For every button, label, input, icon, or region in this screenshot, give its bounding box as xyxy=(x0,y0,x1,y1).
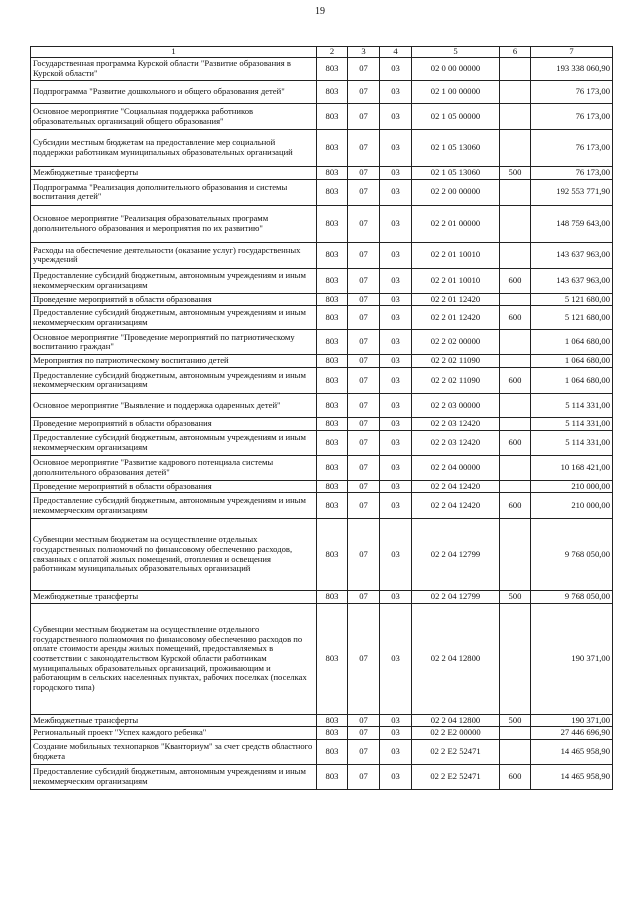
table-cell: 14 465 958,90 xyxy=(531,740,613,765)
table-cell: Предоставление субсидий бюджетным, автономным учреждениям и иным некоммерческим организациям xyxy=(31,367,317,393)
table-cell: Проведение мероприятий в области образования xyxy=(31,293,317,306)
table-cell: 9 768 050,00 xyxy=(531,591,613,604)
table-cell: 02 2 03 00000 xyxy=(412,393,500,417)
table-cell: 03 xyxy=(380,765,412,790)
table-cell: 03 xyxy=(380,519,412,591)
table-cell: 803 xyxy=(317,130,348,167)
table-cell: 07 xyxy=(348,242,380,268)
table-cell: 803 xyxy=(317,765,348,790)
table-cell: Межбюджетные трансферты xyxy=(31,167,317,180)
table-cell xyxy=(500,330,531,355)
table-cell: 803 xyxy=(317,104,348,130)
table-cell: 803 xyxy=(317,167,348,180)
table-cell: Субвенции местным бюджетам на осуществление отдельных государственных полномочий по финансовому обеспечению расходов, связанных с оплатой жилых помещений, отопления и освещения работникам муниципальных образовательных организаций xyxy=(31,519,317,591)
table-cell: Межбюджетные трансферты xyxy=(31,591,317,604)
table-cell xyxy=(500,393,531,417)
table-cell: 192 553 771,90 xyxy=(531,179,613,205)
table-cell: 07 xyxy=(348,58,380,81)
table-cell: 02 2 02 11090 xyxy=(412,355,500,368)
table-cell: 03 xyxy=(380,330,412,355)
table-cell: 803 xyxy=(317,430,348,455)
table-cell: 03 xyxy=(380,130,412,167)
column-header: 4 xyxy=(380,47,412,58)
table-row xyxy=(31,81,613,104)
table-cell xyxy=(500,81,531,104)
table-cell: 03 xyxy=(380,493,412,519)
table-cell: Основное мероприятие "Развитие кадрового потенциала системы дополнительного образования детей" xyxy=(31,455,317,480)
table-cell: 02 2 04 00000 xyxy=(412,455,500,480)
table-cell: Основное мероприятие "Проведение мероприятий по патриотическому воспитанию граждан" xyxy=(31,330,317,355)
table-cell: 500 xyxy=(500,714,531,727)
table-cell: 803 xyxy=(317,179,348,205)
table-cell xyxy=(500,58,531,81)
table-cell: 07 xyxy=(348,293,380,306)
table-cell: 803 xyxy=(317,205,348,242)
table-cell: 03 xyxy=(380,727,412,740)
table-cell: 76 173,00 xyxy=(531,130,613,167)
table-cell: 03 xyxy=(380,393,412,417)
table-cell: 600 xyxy=(500,493,531,519)
table-cell: 803 xyxy=(317,367,348,393)
table-cell: 5 114 331,00 xyxy=(531,430,613,455)
table-cell xyxy=(500,727,531,740)
table-cell: 07 xyxy=(348,765,380,790)
table-cell xyxy=(500,417,531,430)
table-cell: 02 2 01 12420 xyxy=(412,306,500,330)
table-cell: 07 xyxy=(348,205,380,242)
table-row xyxy=(31,417,613,430)
table-cell: 07 xyxy=(348,367,380,393)
table-cell: 1 064 680,00 xyxy=(531,355,613,368)
table-cell: 07 xyxy=(348,417,380,430)
table-cell: 600 xyxy=(500,765,531,790)
table-cell: 07 xyxy=(348,268,380,293)
table-cell: 07 xyxy=(348,519,380,591)
table-cell: 02 2 03 12420 xyxy=(412,417,500,430)
table-cell: 03 xyxy=(380,104,412,130)
table-cell: 02 2 01 10010 xyxy=(412,242,500,268)
table-cell: 02 1 00 00000 xyxy=(412,81,500,104)
table-cell: 27 446 696,90 xyxy=(531,727,613,740)
table-cell: Межбюджетные трансферты xyxy=(31,714,317,727)
table-cell: 14 465 958,90 xyxy=(531,765,613,790)
table-cell: Субвенции местным бюджетам на осуществление отдельного государственного полномочия по финансовому обеспечению расходов по оплате стоимости аренды жилых помещений, предоставляемых в соответствии с законодательством Курской области работникам муниципальных образовательных организаций, проживающим и работающим в сельских населенных пунктах, рабочих поселках (поселках городского типа) xyxy=(31,603,317,714)
header-row xyxy=(31,47,613,58)
table-cell: 803 xyxy=(317,242,348,268)
table-cell: 02 1 05 13060 xyxy=(412,130,500,167)
table-cell: 02 2 04 12799 xyxy=(412,591,500,604)
table-cell: Предоставление субсидий бюджетным, автономным учреждениям и иным некоммерческим организациям xyxy=(31,765,317,790)
table-cell: 5 114 331,00 xyxy=(531,393,613,417)
table-cell: 02 2 04 12420 xyxy=(412,493,500,519)
table-cell: 803 xyxy=(317,306,348,330)
table-cell: Государственная программа Курской области "Развитие образования в Курской области" xyxy=(31,58,317,81)
table-cell: 148 759 643,00 xyxy=(531,205,613,242)
page-number: 19 xyxy=(315,6,325,17)
table-cell: 5 121 680,00 xyxy=(531,306,613,330)
table-cell: 07 xyxy=(348,603,380,714)
table-cell: 07 xyxy=(348,740,380,765)
table-row xyxy=(31,519,613,591)
table-cell: Проведение мероприятий в области образования xyxy=(31,417,317,430)
table-cell: 03 xyxy=(380,480,412,493)
column-header: 7 xyxy=(531,47,613,58)
table-cell: Предоставление субсидий бюджетным, автономным учреждениям и иным некоммерческим организациям xyxy=(31,306,317,330)
table-cell: 07 xyxy=(348,179,380,205)
table-cell: 02 2 E2 52471 xyxy=(412,765,500,790)
table-cell: 02 2 E2 52471 xyxy=(412,740,500,765)
table-cell: Проведение мероприятий в области образования xyxy=(31,480,317,493)
table-cell: 803 xyxy=(317,603,348,714)
table-cell: 07 xyxy=(348,493,380,519)
table-cell: 02 2 02 00000 xyxy=(412,330,500,355)
table-cell: 190 371,00 xyxy=(531,714,613,727)
table-cell: 600 xyxy=(500,306,531,330)
table-cell: 803 xyxy=(317,293,348,306)
table-cell: 1 064 680,00 xyxy=(531,367,613,393)
table-row xyxy=(31,603,613,714)
table-cell: 803 xyxy=(317,81,348,104)
table-cell: 07 xyxy=(348,167,380,180)
table-cell: 10 168 421,00 xyxy=(531,455,613,480)
table-cell xyxy=(500,603,531,714)
table-cell: 02 2 00 00000 xyxy=(412,179,500,205)
table-cell: 02 1 05 13060 xyxy=(412,167,500,180)
table-cell: 803 xyxy=(317,493,348,519)
table-cell: 07 xyxy=(348,104,380,130)
table-cell: 803 xyxy=(317,480,348,493)
table-cell: 03 xyxy=(380,242,412,268)
table-cell: 5 121 680,00 xyxy=(531,293,613,306)
table-row xyxy=(31,393,613,417)
table-row xyxy=(31,727,613,740)
table-cell: 02 2 01 12420 xyxy=(412,293,500,306)
table-cell: Субсидии местным бюджетам на предоставление мер социальной поддержки работникам муниципальных образовательных организаций xyxy=(31,130,317,167)
table-cell: 07 xyxy=(348,130,380,167)
table-cell xyxy=(500,740,531,765)
table-cell: 07 xyxy=(348,330,380,355)
table-cell: Подпрограмма "Реализация дополнительного образования и системы воспитания детей" xyxy=(31,179,317,205)
table-cell: 03 xyxy=(380,81,412,104)
table-row xyxy=(31,765,613,790)
table-cell xyxy=(500,242,531,268)
table-row xyxy=(31,167,613,180)
table-row xyxy=(31,205,613,242)
table-cell: 02 2 04 12800 xyxy=(412,603,500,714)
table-cell: 803 xyxy=(317,714,348,727)
table-cell: Предоставление субсидий бюджетным, автономным учреждениям и иным некоммерческим организациям xyxy=(31,430,317,455)
table-cell: 803 xyxy=(317,268,348,293)
table-cell xyxy=(500,293,531,306)
table-cell: Создание мобильных технопарков "Кванториум" за счет средств областного бюджета xyxy=(31,740,317,765)
table-cell xyxy=(500,455,531,480)
table-row xyxy=(31,493,613,519)
table-cell: 500 xyxy=(500,591,531,604)
table-cell: 600 xyxy=(500,430,531,455)
table-cell: 03 xyxy=(380,306,412,330)
table-cell xyxy=(500,104,531,130)
table-cell xyxy=(500,519,531,591)
table-cell: 9 768 050,00 xyxy=(531,519,613,591)
table-cell: 07 xyxy=(348,81,380,104)
table-cell: 803 xyxy=(317,393,348,417)
table-cell: 03 xyxy=(380,714,412,727)
table-cell xyxy=(500,480,531,493)
table-cell: 193 338 060,90 xyxy=(531,58,613,81)
table-row xyxy=(31,480,613,493)
table-cell: 03 xyxy=(380,430,412,455)
table-cell: 803 xyxy=(317,355,348,368)
table-cell: 143 637 963,00 xyxy=(531,268,613,293)
table-row xyxy=(31,330,613,355)
table-cell: Основное мероприятие "Социальная поддержка работников образовательных организаций общего образования" xyxy=(31,104,317,130)
table-cell: 02 2 01 10010 xyxy=(412,268,500,293)
table-cell: 02 2 01 00000 xyxy=(412,205,500,242)
table-cell: 07 xyxy=(348,355,380,368)
table-cell: 03 xyxy=(380,455,412,480)
budget-table xyxy=(30,46,613,790)
table-cell: 02 2 04 12800 xyxy=(412,714,500,727)
table-cell: Региональный проект "Успех каждого ребенка" xyxy=(31,727,317,740)
table-cell: 02 2 E2 00000 xyxy=(412,727,500,740)
table-row xyxy=(31,104,613,130)
table-cell: 803 xyxy=(317,727,348,740)
table-row xyxy=(31,430,613,455)
column-header: 6 xyxy=(500,47,531,58)
table-cell: 07 xyxy=(348,455,380,480)
table-row xyxy=(31,293,613,306)
table-body xyxy=(31,58,613,790)
table-cell: 02 0 00 00000 xyxy=(412,58,500,81)
table-cell: 03 xyxy=(380,740,412,765)
table-cell: 600 xyxy=(500,268,531,293)
table-cell: 03 xyxy=(380,167,412,180)
table-cell: 803 xyxy=(317,591,348,604)
table-cell: Предоставление субсидий бюджетным, автономным учреждениям и иным некоммерческим организациям xyxy=(31,493,317,519)
table-cell: 07 xyxy=(348,393,380,417)
table-cell: 5 114 331,00 xyxy=(531,417,613,430)
table-row xyxy=(31,179,613,205)
table-cell: Расходы на обеспечение деятельности (оказание услуг) государственных учреждений xyxy=(31,242,317,268)
table-cell: 803 xyxy=(317,58,348,81)
table-cell: 03 xyxy=(380,417,412,430)
table-cell: 03 xyxy=(380,58,412,81)
table-cell: 803 xyxy=(317,455,348,480)
column-header: 3 xyxy=(348,47,380,58)
table-cell: 803 xyxy=(317,330,348,355)
table-cell: 76 173,00 xyxy=(531,104,613,130)
table-cell: 500 xyxy=(500,167,531,180)
table-cell: 02 2 03 12420 xyxy=(412,430,500,455)
table-cell: 07 xyxy=(348,591,380,604)
table-cell: 76 173,00 xyxy=(531,167,613,180)
table-cell: 07 xyxy=(348,480,380,493)
table-cell: 02 1 05 00000 xyxy=(412,104,500,130)
table-cell: 03 xyxy=(380,268,412,293)
table-row xyxy=(31,130,613,167)
table-cell: 03 xyxy=(380,603,412,714)
table-cell: Основное мероприятие "Выявление и поддержка одаренных детей" xyxy=(31,393,317,417)
table-cell: Подпрограмма "Развитие дошкольного и общего образования детей" xyxy=(31,81,317,104)
table-cell: 03 xyxy=(380,293,412,306)
table-cell: 803 xyxy=(317,417,348,430)
table-row xyxy=(31,591,613,604)
table-cell: Основное мероприятие "Реализация образовательных программ дополнительного образования и мероприятия по их развитию" xyxy=(31,205,317,242)
table-cell: 803 xyxy=(317,740,348,765)
table-cell: 803 xyxy=(317,519,348,591)
column-header: 1 xyxy=(31,47,317,58)
table-row xyxy=(31,367,613,393)
table-cell xyxy=(500,179,531,205)
table-cell: 02 2 04 12799 xyxy=(412,519,500,591)
table-cell: 03 xyxy=(380,367,412,393)
table-cell: 190 371,00 xyxy=(531,603,613,714)
table-cell: 07 xyxy=(348,306,380,330)
table-row xyxy=(31,455,613,480)
table-cell: 210 000,00 xyxy=(531,480,613,493)
table-cell: 1 064 680,00 xyxy=(531,330,613,355)
table-cell: 03 xyxy=(380,205,412,242)
table-cell: Предоставление субсидий бюджетным, автономным учреждениям и иным некоммерческим организациям xyxy=(31,268,317,293)
table-row xyxy=(31,58,613,81)
table-cell: 03 xyxy=(380,355,412,368)
table-cell xyxy=(500,130,531,167)
table-cell xyxy=(500,355,531,368)
table-row xyxy=(31,242,613,268)
table-cell: Мероприятия по патриотическому воспитанию детей xyxy=(31,355,317,368)
table-row xyxy=(31,740,613,765)
table-cell xyxy=(500,205,531,242)
column-header: 5 xyxy=(412,47,500,58)
table-cell: 76 173,00 xyxy=(531,81,613,104)
table-cell: 210 000,00 xyxy=(531,493,613,519)
table-row xyxy=(31,355,613,368)
table-row xyxy=(31,714,613,727)
table-cell: 07 xyxy=(348,727,380,740)
table-cell: 02 2 04 12420 xyxy=(412,480,500,493)
table-cell: 07 xyxy=(348,430,380,455)
table-row xyxy=(31,268,613,293)
table-cell: 03 xyxy=(380,591,412,604)
table-cell: 07 xyxy=(348,714,380,727)
table-cell: 143 637 963,00 xyxy=(531,242,613,268)
table-row xyxy=(31,306,613,330)
table-cell: 03 xyxy=(380,179,412,205)
column-header: 2 xyxy=(317,47,348,58)
table-cell: 02 2 02 11090 xyxy=(412,367,500,393)
table-cell: 600 xyxy=(500,367,531,393)
